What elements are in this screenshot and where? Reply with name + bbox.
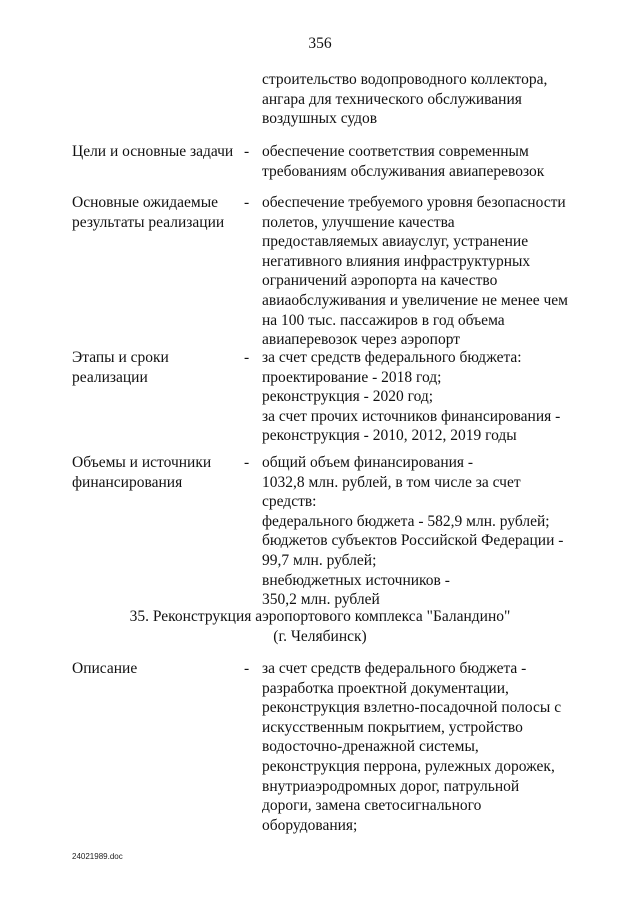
continuation-text: строительство водопроводного коллектора, ангара для технического обслуживания воздушных судов [262, 71, 548, 128]
row-label: Цели и основные задачи [72, 143, 234, 160]
page-number: 356 [308, 35, 332, 52]
row-dash: - [244, 660, 250, 677]
row-dash: - [244, 143, 250, 160]
row-label: Этапы и сроки реализации [72, 349, 169, 386]
document-filename: 24021989.doc [72, 852, 123, 861]
row-value: за счет средств федерального бюджета: проектирование - 2018 год; реконструкция - 2020 год; за счет прочих источников финансирования - реконструкция - 2010, 2012, 2019 годы [262, 349, 561, 445]
row-dash: - [244, 349, 250, 366]
row-dash: - [244, 194, 250, 211]
section-title: 35. Реконструкция аэропортового комплекса "Баландино" (г. Челябинск) [129, 608, 511, 645]
row-dash: - [244, 454, 250, 471]
row-value: обеспечение требуемого уровня безопасности полетов, улучшение качества предоставляемых авиауслуг, устранение негативного влияния инфраструктурных ограничений аэропорта на качество авиаобслуживания и увеличение не менее чем на 100 тыс. пассажиров в год объема авиаперевозок через аэропорт [262, 194, 568, 349]
row-label: Описание [72, 660, 138, 677]
row-value: общий объем финансирования - 1032,8 млн. рублей, в том числе за счет средств: федерального бюджета - 582,9 млн. рублей; бюджетов субъектов Российской Федерации - 99,7 млн. рублей; внебюджетных источников - 350,2 млн. рублей [262, 454, 564, 609]
row-value: за счет средств федерального бюджета - разработка проектной документации, реконструкция взлетно-посадочной полосы с искусственным покрытием, устройство водосточно-дренажной системы, реконструкция перрона, рулежных дорожек, внутриаэродромных дорог, патрульной дороги, замена светосигнального оборудования; [262, 660, 562, 834]
row-value: обеспечение соответствия современным требованиям обслуживания авиаперевозок [262, 143, 545, 180]
row-label: Объемы и источники финансирования [72, 454, 212, 491]
row-label: Основные ожидаемые результаты реализации [72, 194, 225, 231]
